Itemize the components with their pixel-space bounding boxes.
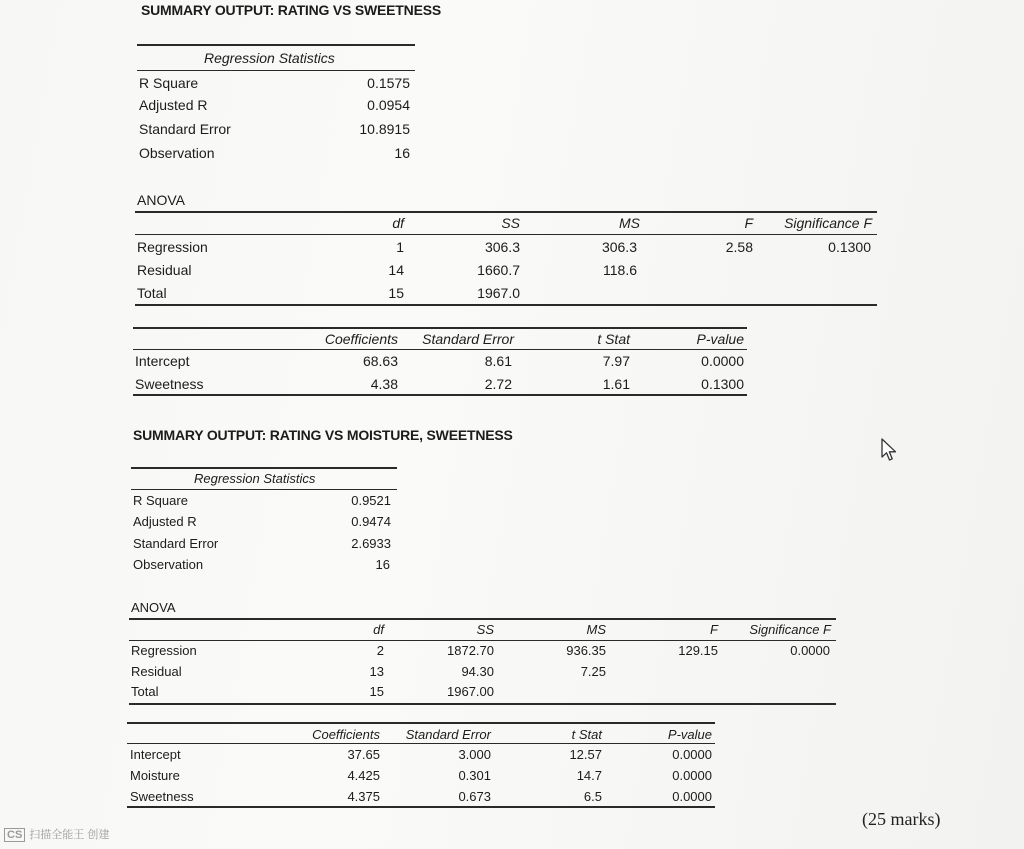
anova-header-ss: SS: [476, 622, 494, 637]
coef-header-tstat: t Stat: [571, 727, 602, 742]
anova-f: 2.58: [725, 239, 753, 255]
anova-header-significance: Significance F: [784, 215, 872, 231]
coef-header-coefficients: Coefficients: [312, 727, 380, 742]
anova-ms: 118.6: [603, 262, 637, 278]
stat-label: Observation: [139, 145, 215, 161]
divider: [127, 806, 715, 808]
anova-ss: 1967.0: [477, 285, 520, 301]
coef-header-pvalue: P-value: [696, 331, 744, 347]
anova-df: 2: [376, 643, 384, 658]
anova-header-ms: MS: [619, 215, 640, 231]
anova-df: 1: [396, 239, 404, 255]
stat-label: Standard Error: [133, 536, 219, 551]
divider: [129, 640, 836, 641]
divider: [131, 467, 397, 469]
coef-row-label: Intercept: [130, 747, 181, 762]
anova-header-f: F: [710, 622, 718, 637]
reg-stats-header: Regression Statistics: [194, 471, 316, 486]
anova-header-ss: SS: [501, 215, 520, 231]
divider: [129, 618, 836, 620]
stat-value: 0.0954: [367, 97, 410, 113]
stat-value: 0.9521: [351, 493, 391, 508]
coef-pvalue: 0.1300: [701, 376, 744, 392]
stat-value: 16: [394, 145, 410, 161]
coef-header-tstat: t Stat: [597, 331, 630, 347]
divider: [137, 44, 415, 46]
stat-label: Adjusted R: [133, 514, 197, 529]
coef-value: 4.38: [370, 376, 398, 392]
scanner-watermark: [4, 826, 109, 842]
coef-se: 0.301: [458, 768, 491, 783]
anova-significance: 0.1300: [828, 239, 871, 255]
section2-title: SUMMARY OUTPUT: RATING VS MOISTURE, SWEETNESS: [133, 427, 513, 443]
stat-value: 2.6933: [351, 536, 391, 551]
divider: [127, 722, 715, 724]
anova-significance: 0.0000: [790, 643, 830, 658]
scanner-text: 扫描全能王 创建: [29, 829, 110, 841]
stat-label: R Square: [133, 493, 188, 508]
divider: [133, 394, 747, 396]
divider: [129, 703, 836, 705]
anova-row-label: Regression: [137, 239, 208, 255]
divider: [135, 234, 877, 235]
coef-tstat: 1.61: [602, 376, 630, 392]
coef-tstat: 6.5: [583, 789, 602, 804]
anova-ss: 1872.70: [447, 643, 494, 658]
coef-se: 8.61: [484, 353, 512, 369]
anova-f: 129.15: [678, 643, 718, 658]
anova-df: 14: [388, 262, 404, 278]
anova-row-label: Total: [131, 684, 159, 699]
anova-ms: 306.3: [601, 239, 637, 255]
anova-label: ANOVA: [137, 192, 185, 208]
coef-header-coefficients: Coefficients: [324, 331, 398, 347]
anova-df: 15: [369, 684, 384, 699]
divider: [137, 70, 415, 71]
coef-se: 3.000: [458, 747, 491, 762]
anova-df: 15: [388, 285, 404, 301]
anova-header-ms: MS: [586, 622, 606, 637]
coef-pvalue: 0.0000: [672, 768, 712, 783]
section1-title: SUMMARY OUTPUT: RATING VS SWEETNESS: [141, 2, 441, 18]
divider: [133, 327, 747, 329]
divider: [127, 743, 715, 744]
anova-ss: 1967.00: [447, 684, 494, 699]
coef-pvalue: 0.0000: [701, 353, 744, 369]
scanner-badge: CS: [4, 828, 25, 842]
coef-tstat: 14.7: [576, 768, 602, 783]
stat-label: Observation: [133, 557, 204, 572]
divider: [133, 349, 747, 350]
coef-se: 0.673: [458, 789, 491, 804]
stat-value: 0.9474: [351, 514, 391, 529]
coef-row-label: Sweetness: [135, 376, 204, 392]
stat-label: Adjusted R: [139, 97, 208, 113]
anova-ms: 936.35: [566, 643, 606, 658]
coef-row-label: Sweetness: [130, 789, 194, 804]
mouse-pointer-icon: [880, 438, 898, 462]
coef-tstat: 12.57: [569, 747, 602, 762]
marks-note: (25 marks): [862, 809, 941, 829]
coef-value: 4.425: [347, 768, 380, 783]
anova-df: 13: [369, 664, 384, 679]
anova-ss: 94.30: [461, 664, 494, 679]
anova-ss: 306.3: [484, 239, 520, 255]
coef-row-label: Moisture: [130, 768, 180, 783]
coef-row-label: Intercept: [135, 353, 190, 369]
anova-header-df: df: [392, 215, 404, 231]
divider: [131, 489, 397, 490]
coef-header-pvalue: P-value: [667, 727, 712, 742]
anova-row-label: Residual: [137, 262, 192, 278]
anova-header-f: F: [744, 215, 753, 231]
coef-pvalue: 0.0000: [672, 747, 712, 762]
coef-value: 37.65: [347, 747, 380, 762]
anova-header-significance: Significance F: [749, 622, 831, 637]
anova-ss: 1660.7: [477, 262, 520, 278]
coef-tstat: 7.97: [602, 353, 630, 369]
stat-label: R Square: [139, 75, 199, 91]
reg-stats-header: Regression Statistics: [204, 50, 335, 66]
divider: [135, 304, 877, 306]
stat-value: 10.8915: [359, 121, 410, 137]
coef-value: 68.63: [362, 353, 398, 369]
stat-value: 0.1575: [367, 75, 410, 91]
coef-header-se: Standard Error: [422, 331, 514, 347]
anova-row-label: Regression: [131, 643, 197, 658]
coef-header-se: Standard Error: [405, 727, 491, 742]
anova-header-df: df: [373, 622, 384, 637]
coef-se: 2.72: [484, 376, 512, 392]
divider: [135, 211, 877, 213]
anova-ms: 7.25: [580, 664, 606, 679]
stat-label: Standard Error: [139, 121, 231, 137]
anova-row-label: Total: [137, 285, 167, 301]
anova-label: ANOVA: [131, 600, 176, 615]
coef-value: 4.375: [347, 789, 380, 804]
coef-pvalue: 0.0000: [672, 789, 712, 804]
stat-value: 16: [375, 557, 390, 572]
anova-row-label: Residual: [131, 664, 182, 679]
